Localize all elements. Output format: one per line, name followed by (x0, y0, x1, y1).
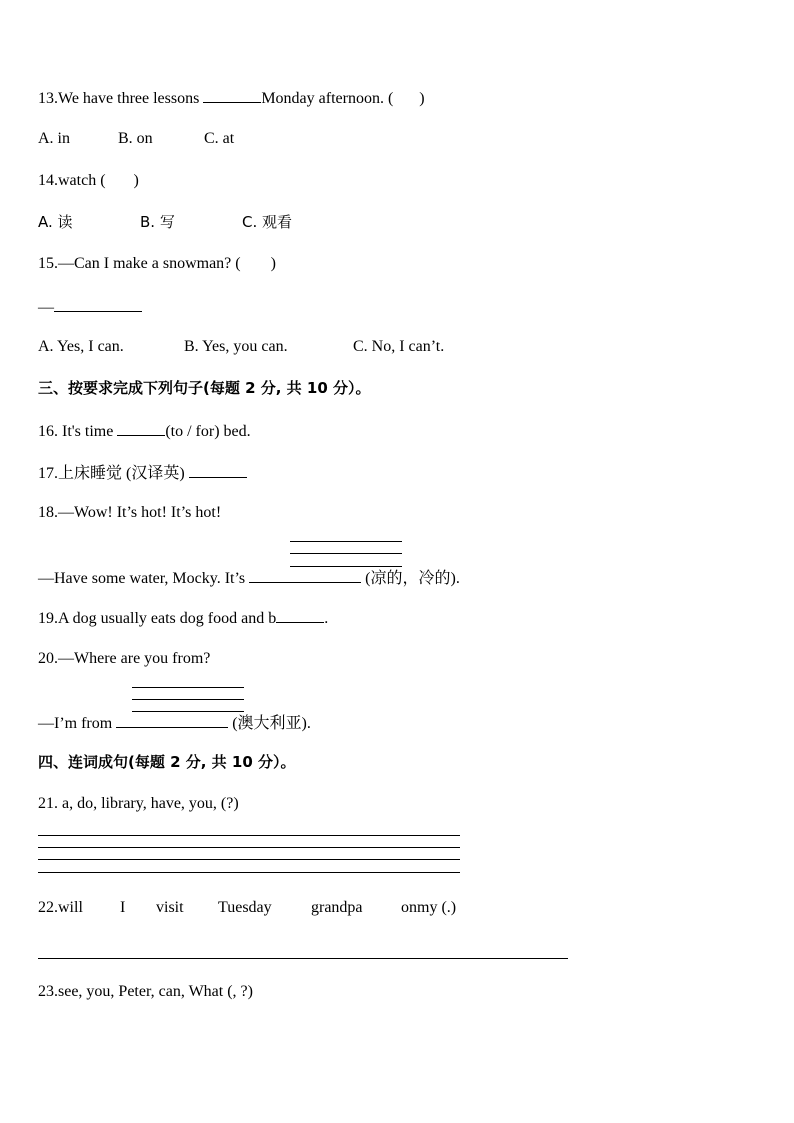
q15-dash: — (38, 299, 54, 316)
q17-text: 17.上床睡觉 (汉译英) (38, 465, 185, 482)
question-22 (38, 898, 456, 918)
q13-options (38, 129, 234, 149)
q14-text: 14.watch ( (38, 172, 106, 189)
q14-option-a[interactable]: A. 读 (38, 213, 73, 231)
section-3-title: 三、按要求完成下列句子(每题 2 分, 共 10 分）。 (38, 379, 371, 397)
q18-stack-rule (290, 553, 402, 554)
q15-close: ) (270, 255, 276, 272)
q22-answer-line[interactable] (38, 958, 568, 959)
q21-answer-line[interactable] (38, 835, 460, 836)
q13-close: ) (419, 90, 425, 107)
q15-option-b[interactable]: B. Yes, you can. (184, 338, 288, 355)
q21-answer-line[interactable] (38, 859, 460, 860)
question-14 (38, 171, 139, 191)
q13-option-b[interactable]: B. on (118, 130, 153, 147)
q20-hint: (澳大利亚). (232, 715, 311, 732)
q16-after: (to / for) bed. (165, 423, 251, 440)
q18-line-1: 18.—Wow! It’s hot! It’s hot! (38, 504, 222, 521)
q15-answer-blank[interactable] (54, 296, 142, 312)
question-19 (38, 607, 328, 629)
q18-hint: (凉的，冷的). (365, 570, 460, 587)
q14-close: ) (133, 172, 139, 189)
q15-text: 15.—Can I make a snowman? ( (38, 255, 241, 272)
q17-answer-blank[interactable] (189, 462, 247, 478)
q15-option-a[interactable]: A. Yes, I can. (38, 338, 124, 355)
question-17 (38, 462, 247, 484)
q18-stack-rule (290, 541, 402, 542)
q15-option-c[interactable]: C. No, I can’t. (353, 338, 445, 355)
q13-option-a[interactable]: A. in (38, 130, 70, 147)
q19-end: . (324, 610, 329, 627)
q13-after: Monday afternoon. ( (261, 90, 394, 107)
q20-stack-rule (132, 699, 244, 700)
q22-word: visit (156, 899, 184, 916)
q20-answer-blank[interactable] (116, 712, 228, 728)
q18-line-2 (38, 567, 460, 589)
q22-word: onmy (.) (401, 899, 457, 916)
q13-answer-blank[interactable] (203, 87, 261, 103)
q19-text: 19.A dog usually eats dog food and b (38, 610, 277, 627)
q21-answer-line[interactable] (38, 847, 460, 848)
q18-text: —Have some water, Mocky. It’s (38, 570, 246, 587)
q16-text: 16. It's time (38, 423, 114, 440)
q15-answer-line (38, 296, 142, 318)
q21-answer-line[interactable] (38, 872, 460, 873)
q22-word: I (120, 899, 126, 916)
question-15 (38, 254, 276, 274)
q15-options (38, 337, 444, 357)
q22-word: 22.will (38, 899, 83, 916)
q20-text: —I’m from (38, 715, 113, 732)
q20-line-1: 20.—Where are you from? (38, 650, 211, 667)
question-16 (38, 420, 251, 442)
q22-word: grandpa (311, 899, 363, 916)
q14-options (38, 212, 292, 232)
question-21: 21. a, do, library, have, you, (?) (38, 795, 239, 812)
q22-word: Tuesday (218, 899, 272, 916)
question-23: 23.see, you, Peter, can, What (, ?) (38, 983, 253, 1000)
q20-line-2 (38, 712, 311, 734)
question-13 (38, 87, 425, 109)
q14-option-b[interactable]: B. 写 (140, 213, 175, 231)
q20-stack-rule (132, 687, 244, 688)
q13-option-c[interactable]: C. at (204, 130, 235, 147)
q13-text: 13.We have three lessons (38, 90, 200, 107)
q19-answer-blank[interactable] (276, 607, 324, 623)
section-4-title: 四、连词成句(每题 2 分, 共 10 分）。 (38, 753, 296, 771)
q16-answer-blank[interactable] (117, 420, 165, 436)
q18-answer-blank[interactable] (249, 567, 361, 583)
q14-option-c[interactable]: C. 观看 (242, 213, 293, 231)
